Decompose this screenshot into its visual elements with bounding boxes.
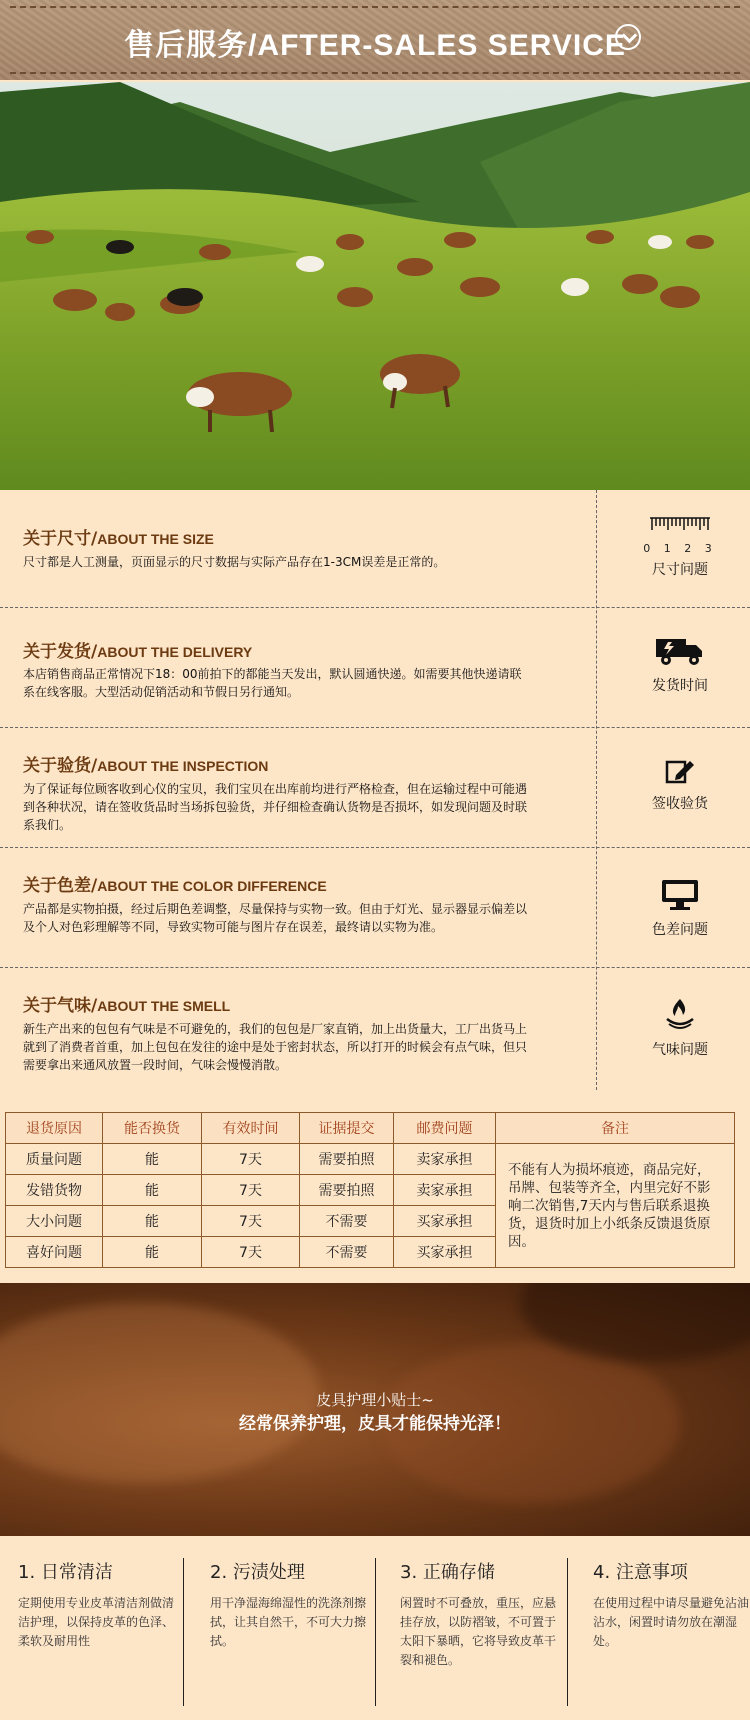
tip-divider — [375, 1558, 376, 1706]
table-header-cell: 能否换货 — [103, 1113, 202, 1144]
section-label: 尺寸问题 — [652, 562, 708, 578]
table-cell: 卖家承担 — [394, 1144, 496, 1175]
section-title: 关于尺寸/ABOUT THE SIZE — [23, 529, 214, 549]
pasture-scene-image — [0, 82, 750, 490]
table-cell: 发错货物 — [6, 1175, 103, 1206]
tip-text: 用干净湿海绵湿性的洗涤剂擦拭，让其自然干，不可大力擦拭。 — [210, 1596, 367, 1648]
tip-daily-cleaning — [18, 1558, 178, 1651]
section-label: 签收验货 — [652, 796, 708, 812]
tip-storage — [400, 1558, 560, 1670]
table-cell: 需要拍照 — [300, 1175, 394, 1206]
section-title: 关于色差/ABOUT THE COLOR DIFFERENCE — [23, 876, 327, 896]
table-header-cell: 退货原因 — [6, 1113, 103, 1144]
smell-icon-block — [640, 997, 720, 1059]
table-cell: 能 — [103, 1206, 202, 1237]
page-title: 售后服务/AFTER-SALES SERVICE — [124, 29, 626, 62]
section-text: 本店销售商品正常情况下18：00前拍下的都能当天发出，默认圆通快递。如需要其他快递请联系在线客服。大型活动促销活动和节假日另行通知。 — [23, 667, 522, 699]
color-icon-block — [640, 879, 720, 939]
monitor-icon — [661, 879, 699, 911]
section-label: 色差问题 — [652, 922, 708, 938]
table-cell: 质量问题 — [6, 1144, 103, 1175]
section-text: 产品都是实物拍摄，经过后期色差调整，尽量保持与实物一致。但由于灯光、显示器显示偏差以及个人对色彩理解等不同，导致实物可能与图片存在误差，最终请以实物为准。 — [23, 902, 528, 934]
table-row — [6, 1144, 735, 1175]
edit-icon — [664, 757, 696, 785]
section-text: 新生产出来的包包有气味是不可避免的，我们的包包是厂家直销，加上出货量大，工厂出货马上就到了消费者首重，加上包包在发往的途中是处于密封状态，所以打开的时候会有点气味，但只需要拿出来通风放置一段时间，气味会慢慢消散。 — [23, 1022, 528, 1072]
section-title: 关于验货/ABOUT THE INSPECTION — [23, 756, 269, 776]
size-icon-block — [640, 516, 720, 579]
table-cell: 卖家承担 — [394, 1175, 496, 1206]
ruler-ticks: 0 1 2 3 — [643, 542, 717, 555]
tip-text: 在使用过程中请尽量避免沾油沾水，闲置时请勿放在潮湿处。 — [593, 1596, 750, 1648]
section-label: 发货时间 — [652, 678, 708, 694]
table-cell: 不需要 — [300, 1237, 394, 1268]
inspection-icon-block — [640, 757, 720, 813]
section-label: 气味问题 — [652, 1042, 708, 1058]
return-policy-table — [5, 1112, 735, 1268]
table-header-cell: 有效时间 — [202, 1113, 300, 1144]
tip-divider — [567, 1558, 568, 1706]
table-cell: 7天 — [202, 1175, 300, 1206]
tip-stain-removal — [210, 1558, 370, 1651]
tip-notes — [593, 1558, 750, 1651]
ruler-icon — [648, 516, 712, 544]
section-color — [0, 847, 750, 967]
table-cell: 买家承担 — [394, 1237, 496, 1268]
section-title: 关于气味/ABOUT THE SMELL — [23, 996, 231, 1016]
table-header-cell: 邮费问题 — [394, 1113, 496, 1144]
delivery-icon-block — [640, 637, 720, 695]
section-text: 为了保证每位顾客收到心仪的宝贝，我们宝贝在出库前均进行严格检查，但在运输过程中可能遇到各种状况，请在签收货品时当场拆包验货，并仔细检查确认货物是否损坏，如发现问题及时联系我们。 — [23, 782, 528, 832]
table-cell: 7天 — [202, 1237, 300, 1268]
table-cell: 需要拍照 — [300, 1144, 394, 1175]
leather-tips-subtitle: 经常保养护理，皮具才能保持光泽！ — [239, 1414, 511, 1434]
leather-tips-title: 皮具护理小贴士~ — [316, 1391, 434, 1409]
table-cell: 不需要 — [300, 1206, 394, 1237]
tip-divider — [183, 1558, 184, 1706]
table-cell: 能 — [103, 1237, 202, 1268]
tip-title: 4. 注意事项 — [593, 1562, 688, 1583]
table-header-cell: 证据提交 — [300, 1113, 394, 1144]
tip-title: 2. 污渍处理 — [210, 1562, 305, 1583]
care-tips — [0, 1540, 750, 1720]
hero-image — [0, 82, 750, 490]
stitch-line — [10, 72, 740, 74]
smell-icon — [663, 997, 697, 1031]
section-size — [0, 490, 750, 607]
tip-title: 3. 正确存储 — [400, 1562, 495, 1583]
truck-icon — [654, 637, 706, 667]
table-cell: 能 — [103, 1175, 202, 1206]
table-cell: 能 — [103, 1144, 202, 1175]
section-delivery — [0, 607, 750, 727]
table-cell: 喜好问题 — [6, 1237, 103, 1268]
section-inspection — [0, 727, 750, 847]
table-header-cell: 备注 — [496, 1113, 735, 1144]
after-sales-info — [0, 490, 750, 1090]
table-cell: 7天 — [202, 1206, 300, 1237]
tip-text: 定期使用专业皮革清洁剂做清洁护理，以保持皮革的色泽、柔软及耐用性 — [18, 1596, 175, 1648]
header-banner — [0, 0, 750, 80]
table-header-row — [6, 1113, 735, 1144]
chevron-down-icon — [615, 24, 641, 50]
table-note: 不能有人为损坏痕迹，商品完好，吊牌、包装等齐全，内里完好不影响二次销售,7天内与售后联系退换货，退货时加上小纸条反馈退货原因。 — [496, 1144, 735, 1268]
tip-text: 闲置时不可叠放，重压，应悬挂存放，以防褶皱，不可置于太阳下暴晒，它将导致皮革干裂和褪色。 — [400, 1596, 557, 1667]
table-cell: 买家承担 — [394, 1206, 496, 1237]
leather-care-banner — [0, 1283, 750, 1536]
section-smell — [0, 967, 750, 1090]
section-title: 关于发货/ABOUT THE DELIVERY — [23, 642, 253, 662]
stitch-line — [10, 6, 740, 8]
leather-tips-heading — [0, 1388, 750, 1436]
tip-title: 1. 日常清洁 — [18, 1562, 113, 1583]
table-cell: 7天 — [202, 1144, 300, 1175]
table-cell: 大小问题 — [6, 1206, 103, 1237]
section-text: 尺寸都是人工测量，页面显示的尺寸数据与实际产品存在1-3CM误差是正常的。 — [23, 555, 446, 569]
